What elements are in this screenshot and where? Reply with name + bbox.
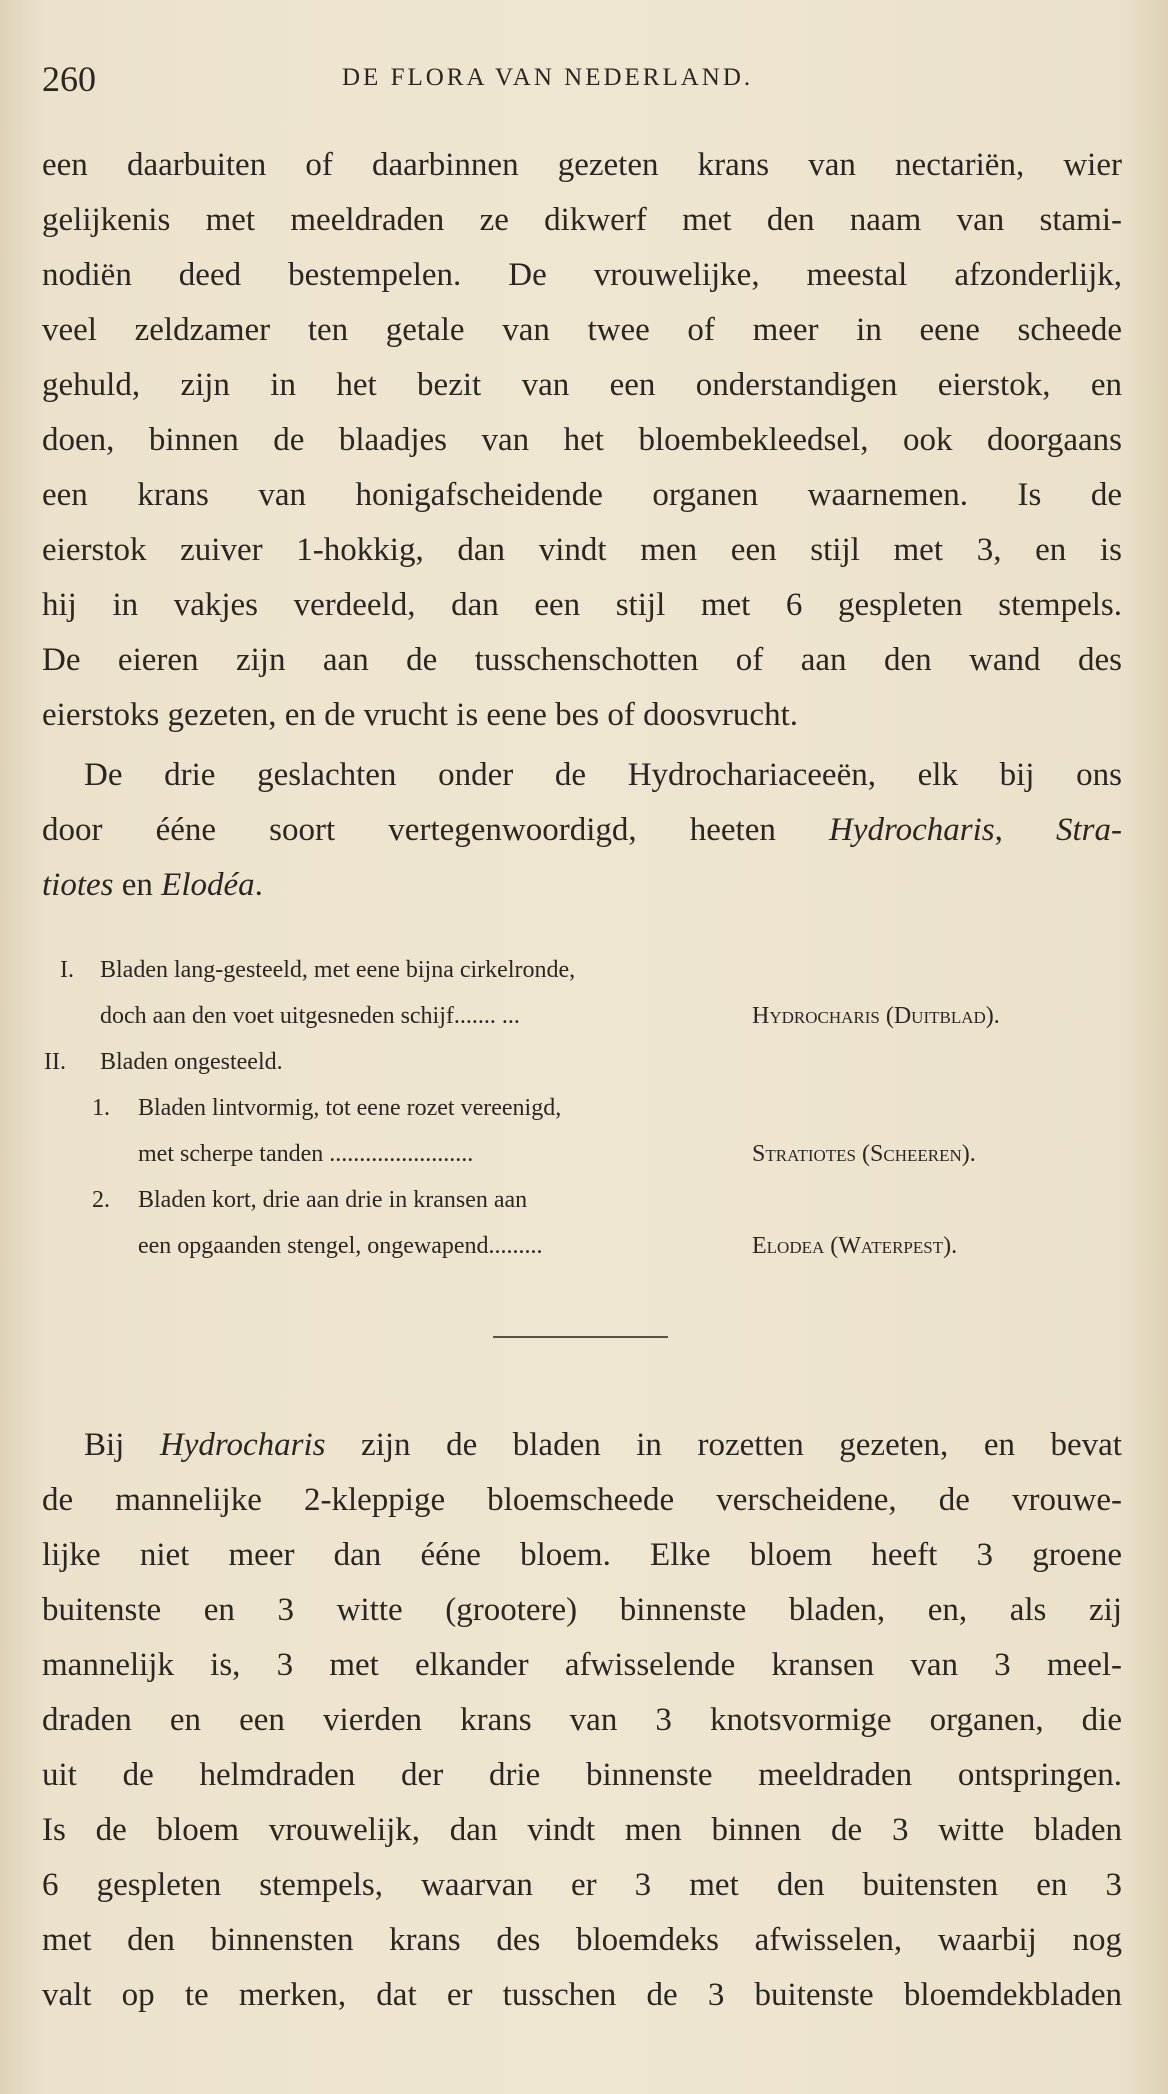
- page-number: 260: [42, 59, 96, 99]
- text-line: eierstoks gezeten, en de vrucht is eene bes of doosvrucht.: [42, 697, 798, 733]
- text-line: hij in vakjes verdeeld, dan een stijl met 6 gespleten stempels.: [42, 587, 1122, 623]
- text-line: nodiën deed bestempelen. De vrouwelijke, meestal afzonderlijk,: [42, 257, 1122, 293]
- text-line: doen, binnen de blaadjes van het bloembekleedsel, ook doorgaans: [42, 422, 1122, 458]
- text-line: een krans van honigafscheidende organen waarnemen. Is de: [42, 477, 1122, 513]
- text-line: lijke niet meer dan ééne bloem. Elke bloem heeft 3 groene: [42, 1537, 1122, 1573]
- text-run: en: [113, 867, 162, 903]
- key-genus: Elodea (Waterpest).: [752, 1233, 958, 1259]
- text-run: Bij: [84, 1427, 160, 1463]
- key-genus: Stratiotes (Scheeren).: [752, 1141, 976, 1167]
- text-line: 6 gespleten stempels, waarvan er 3 met den buitensten en 3: [42, 1867, 1122, 1903]
- text-run: .: [254, 867, 263, 903]
- text-line: de mannelijke 2-kleppige bloemscheede verscheidene, de vrouwe-: [42, 1482, 1122, 1518]
- text-run: zijn de bladen in rozetten gezeten, en bevat: [325, 1427, 1122, 1463]
- text-line: valt op te merken, dat er tusschen de 3 buitenste bloemdekbladen: [42, 1977, 1122, 2013]
- paragraph-2: [42, 748, 1122, 913]
- text-line: gehuld, zijn in het bezit van een onderstandigen eierstok, en: [42, 367, 1122, 403]
- key-text: Bladen lang-gesteeld, met eene bijna cirkelronde,: [100, 957, 576, 983]
- text-line: draden en een vierden krans van 3 knotsvormige organen, die: [42, 1702, 1122, 1738]
- key-text: Bladen ongesteeld.: [100, 1049, 283, 1075]
- key-text: Bladen lintvormig, tot eene rozet vereenigd,: [138, 1095, 562, 1121]
- text-line: buitenste en 3 witte (grootere) binnenste bladen, en, als zij: [42, 1592, 1122, 1628]
- text-line: Is de bloem vrouwelijk, dan vindt men binnen de 3 witte bladen: [42, 1812, 1122, 1848]
- genus-name: Hydrocharis: [159, 1427, 326, 1463]
- genus-name: Elodéa: [161, 867, 255, 903]
- genus-name: Hydrocharis: [829, 812, 995, 848]
- section-divider: [493, 1336, 668, 1338]
- text-line: De drie geslachten onder de Hydrochariaceeën, elk bij ons: [84, 757, 1122, 793]
- key-label: 1.: [92, 1095, 110, 1121]
- key-label: 2.: [92, 1187, 110, 1213]
- key-text: een opgaanden stengel, ongewapend.........: [138, 1233, 543, 1259]
- key-label: I.: [60, 957, 74, 983]
- text-run: ,: [994, 812, 1056, 848]
- key-label: II.: [44, 1049, 66, 1075]
- text-line: [42, 1418, 1122, 1473]
- key-text: doch aan den voet uitgesneden schijf....... ...: [100, 1003, 520, 1029]
- text-line: een daarbuiten of daarbinnen gezeten krans van nectariën, wier: [42, 147, 1122, 183]
- text-line: veel zeldzamer ten getale van twee of meer in eene scheede: [42, 312, 1122, 348]
- text-line: [42, 858, 1122, 913]
- paragraph-1: [42, 138, 1122, 743]
- key-genus: Hydrocharis (Duitblad).: [752, 1003, 1000, 1029]
- text-line: met den binnensten krans des bloemdeks afwisselen, waarbij nog: [42, 1922, 1122, 1958]
- running-title: DE FLORA VAN NEDERLAND.: [342, 64, 754, 91]
- text-line: eierstok zuiver 1-hokkig, dan vindt men een stijl met 3, en is: [42, 532, 1122, 568]
- paragraph-3: [42, 1418, 1122, 2023]
- genus-name: tiotes: [42, 867, 114, 903]
- page-header: [42, 58, 1127, 102]
- text-line: mannelijk is, 3 met elkander afwisselende kransen van 3 meel-: [42, 1647, 1122, 1683]
- key-text: Bladen kort, drie aan drie in kransen aan: [138, 1187, 528, 1213]
- text-line: De eieren zijn aan de tusschenschotten of aan den wand des: [42, 642, 1122, 678]
- genus-name: Stra-: [1056, 812, 1122, 848]
- key-text: met scherpe tanden ........................: [138, 1141, 474, 1167]
- text-line: uit de helmdraden der drie binnenste meeldraden ontspringen.: [42, 1757, 1122, 1793]
- text-run: door ééne soort vertegenwoordigd, heeten: [42, 812, 830, 848]
- text-line: gelijkenis met meeldraden ze dikwerf met den naam van stami-: [42, 202, 1122, 238]
- text-line: [42, 803, 1122, 858]
